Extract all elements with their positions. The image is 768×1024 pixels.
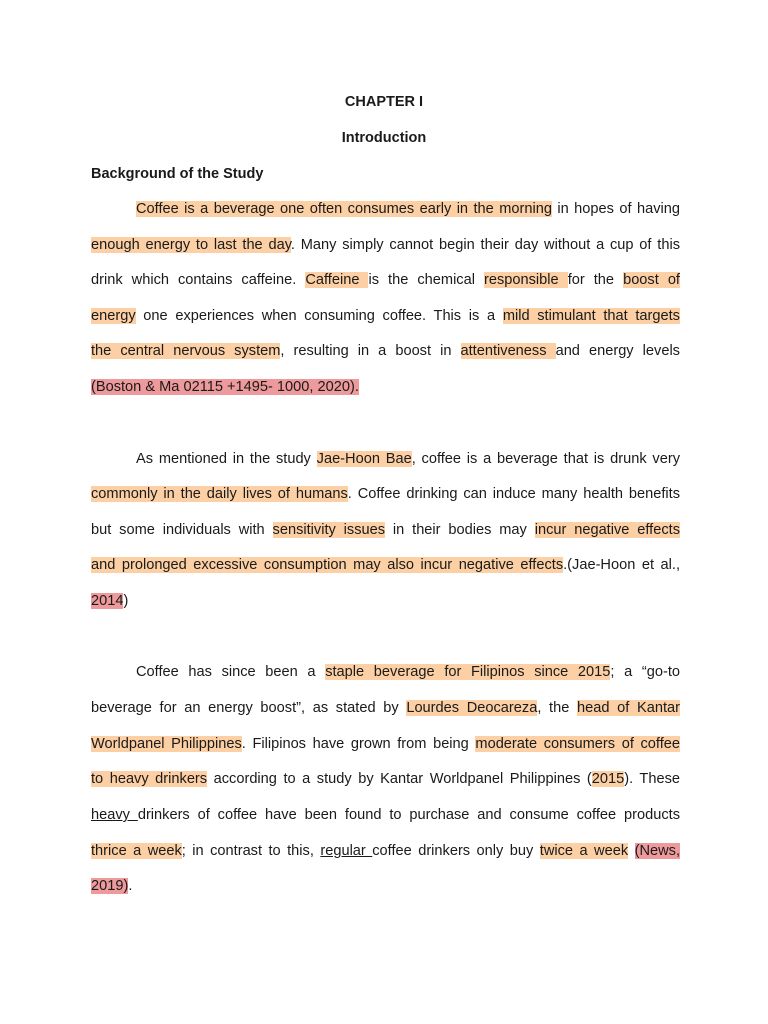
citation-highlight: 2014 (91, 593, 124, 609)
underlined-word: heavy (91, 807, 138, 823)
highlight: commonly in the daily lives of humans (91, 486, 348, 502)
highlight: 2015 (591, 771, 625, 787)
highlight: sensitivity issues (272, 522, 386, 538)
highlight: staple beverage for Filipinos since 2015 (325, 664, 611, 680)
highlight: mild stimulant that targets (502, 308, 680, 324)
highlight: head of Kantar (577, 700, 681, 716)
citation-highlight: (News, (634, 843, 681, 859)
highlight: Worldpanel Philippines (91, 736, 242, 752)
chapter-heading: CHAPTER I (344, 94, 424, 110)
text-line: and prolonged excessive consumption may also incur negative effects.(Jae-Hoon et al., (91, 557, 680, 573)
section-heading: Background of the Study (91, 166, 264, 182)
text-line: As mentioned in the study Jae-Hoon Bae, coffee is a beverage that is drunk very (136, 451, 680, 467)
text-line: commonly in the daily lives of humans. Coffee drinking can induce many health benefits (91, 486, 680, 502)
text-line: the central nervous system, resulting in a boost in attentiveness and energy levels (91, 343, 680, 359)
text-line: Coffee is a beverage one often consumes early in the morning in hopes of having (136, 201, 680, 217)
highlight: energy (91, 308, 136, 324)
citation-highlight: 2019) (91, 878, 129, 894)
highlight: moderate consumers of coffee (475, 736, 680, 752)
highlight: and prolonged excessive consumption may also incur negative effects (91, 557, 564, 573)
citation-highlight: (Boston & Ma 02115 +1495- 1000, 2020). (91, 379, 359, 395)
highlight: incur negative effects (534, 522, 680, 538)
text-line (91, 376, 680, 398)
text-line: enough energy to last the day. Many simply cannot begin their day without a cup of this (91, 237, 680, 253)
highlight: Coffee is a beverage one often consumes early in the morning (136, 201, 552, 217)
text-line: 2014) (91, 593, 129, 609)
text-line: Coffee has since been a staple beverage for Filipinos since 2015; a “go-to (136, 664, 680, 680)
highlight: attentiveness (460, 343, 556, 359)
text-line: drink which contains caffeine. Caffeine is the chemical responsible for the boost of (91, 272, 680, 288)
highlight: enough energy to last the day (91, 237, 291, 253)
underlined-word: regular (320, 843, 373, 859)
text-line: but some individuals with sensitivity issues in their bodies may incur negative effects (91, 522, 680, 538)
highlight: Lourdes Deocareza (406, 700, 538, 716)
highlight: Caffeine (305, 272, 369, 288)
highlight: Jae-Hoon Bae (316, 451, 412, 467)
text-line: 2019). (91, 878, 133, 894)
highlight: to heavy drinkers (91, 771, 208, 787)
highlight: boost of (623, 272, 680, 288)
text-line: to heavy drinkers according to a study by Kantar Worldpanel Philippines (2015). These (91, 771, 680, 787)
text-line: heavy drinkers of coffee have been found to purchase and consume coffee products (91, 807, 680, 823)
highlight: twice a week (539, 843, 629, 859)
highlight: thrice a week (91, 843, 182, 859)
highlight: the central nervous system (91, 343, 281, 359)
highlight: responsible (484, 272, 568, 288)
text-line: Worldpanel Philippines. Filipinos have grown from being moderate consumers of coffee (91, 736, 680, 752)
text-line: beverage for an energy boost”, as stated by Lourdes Deocareza, the head of Kantar (91, 700, 681, 716)
text-line: energy one experiences when consuming coffee. This is a mild stimulant that targets (91, 308, 680, 324)
text-line: thrice a week; in contrast to this, regular coffee drinkers only buy twice a week (News, (91, 843, 681, 859)
chapter-title: Introduction (341, 130, 427, 146)
